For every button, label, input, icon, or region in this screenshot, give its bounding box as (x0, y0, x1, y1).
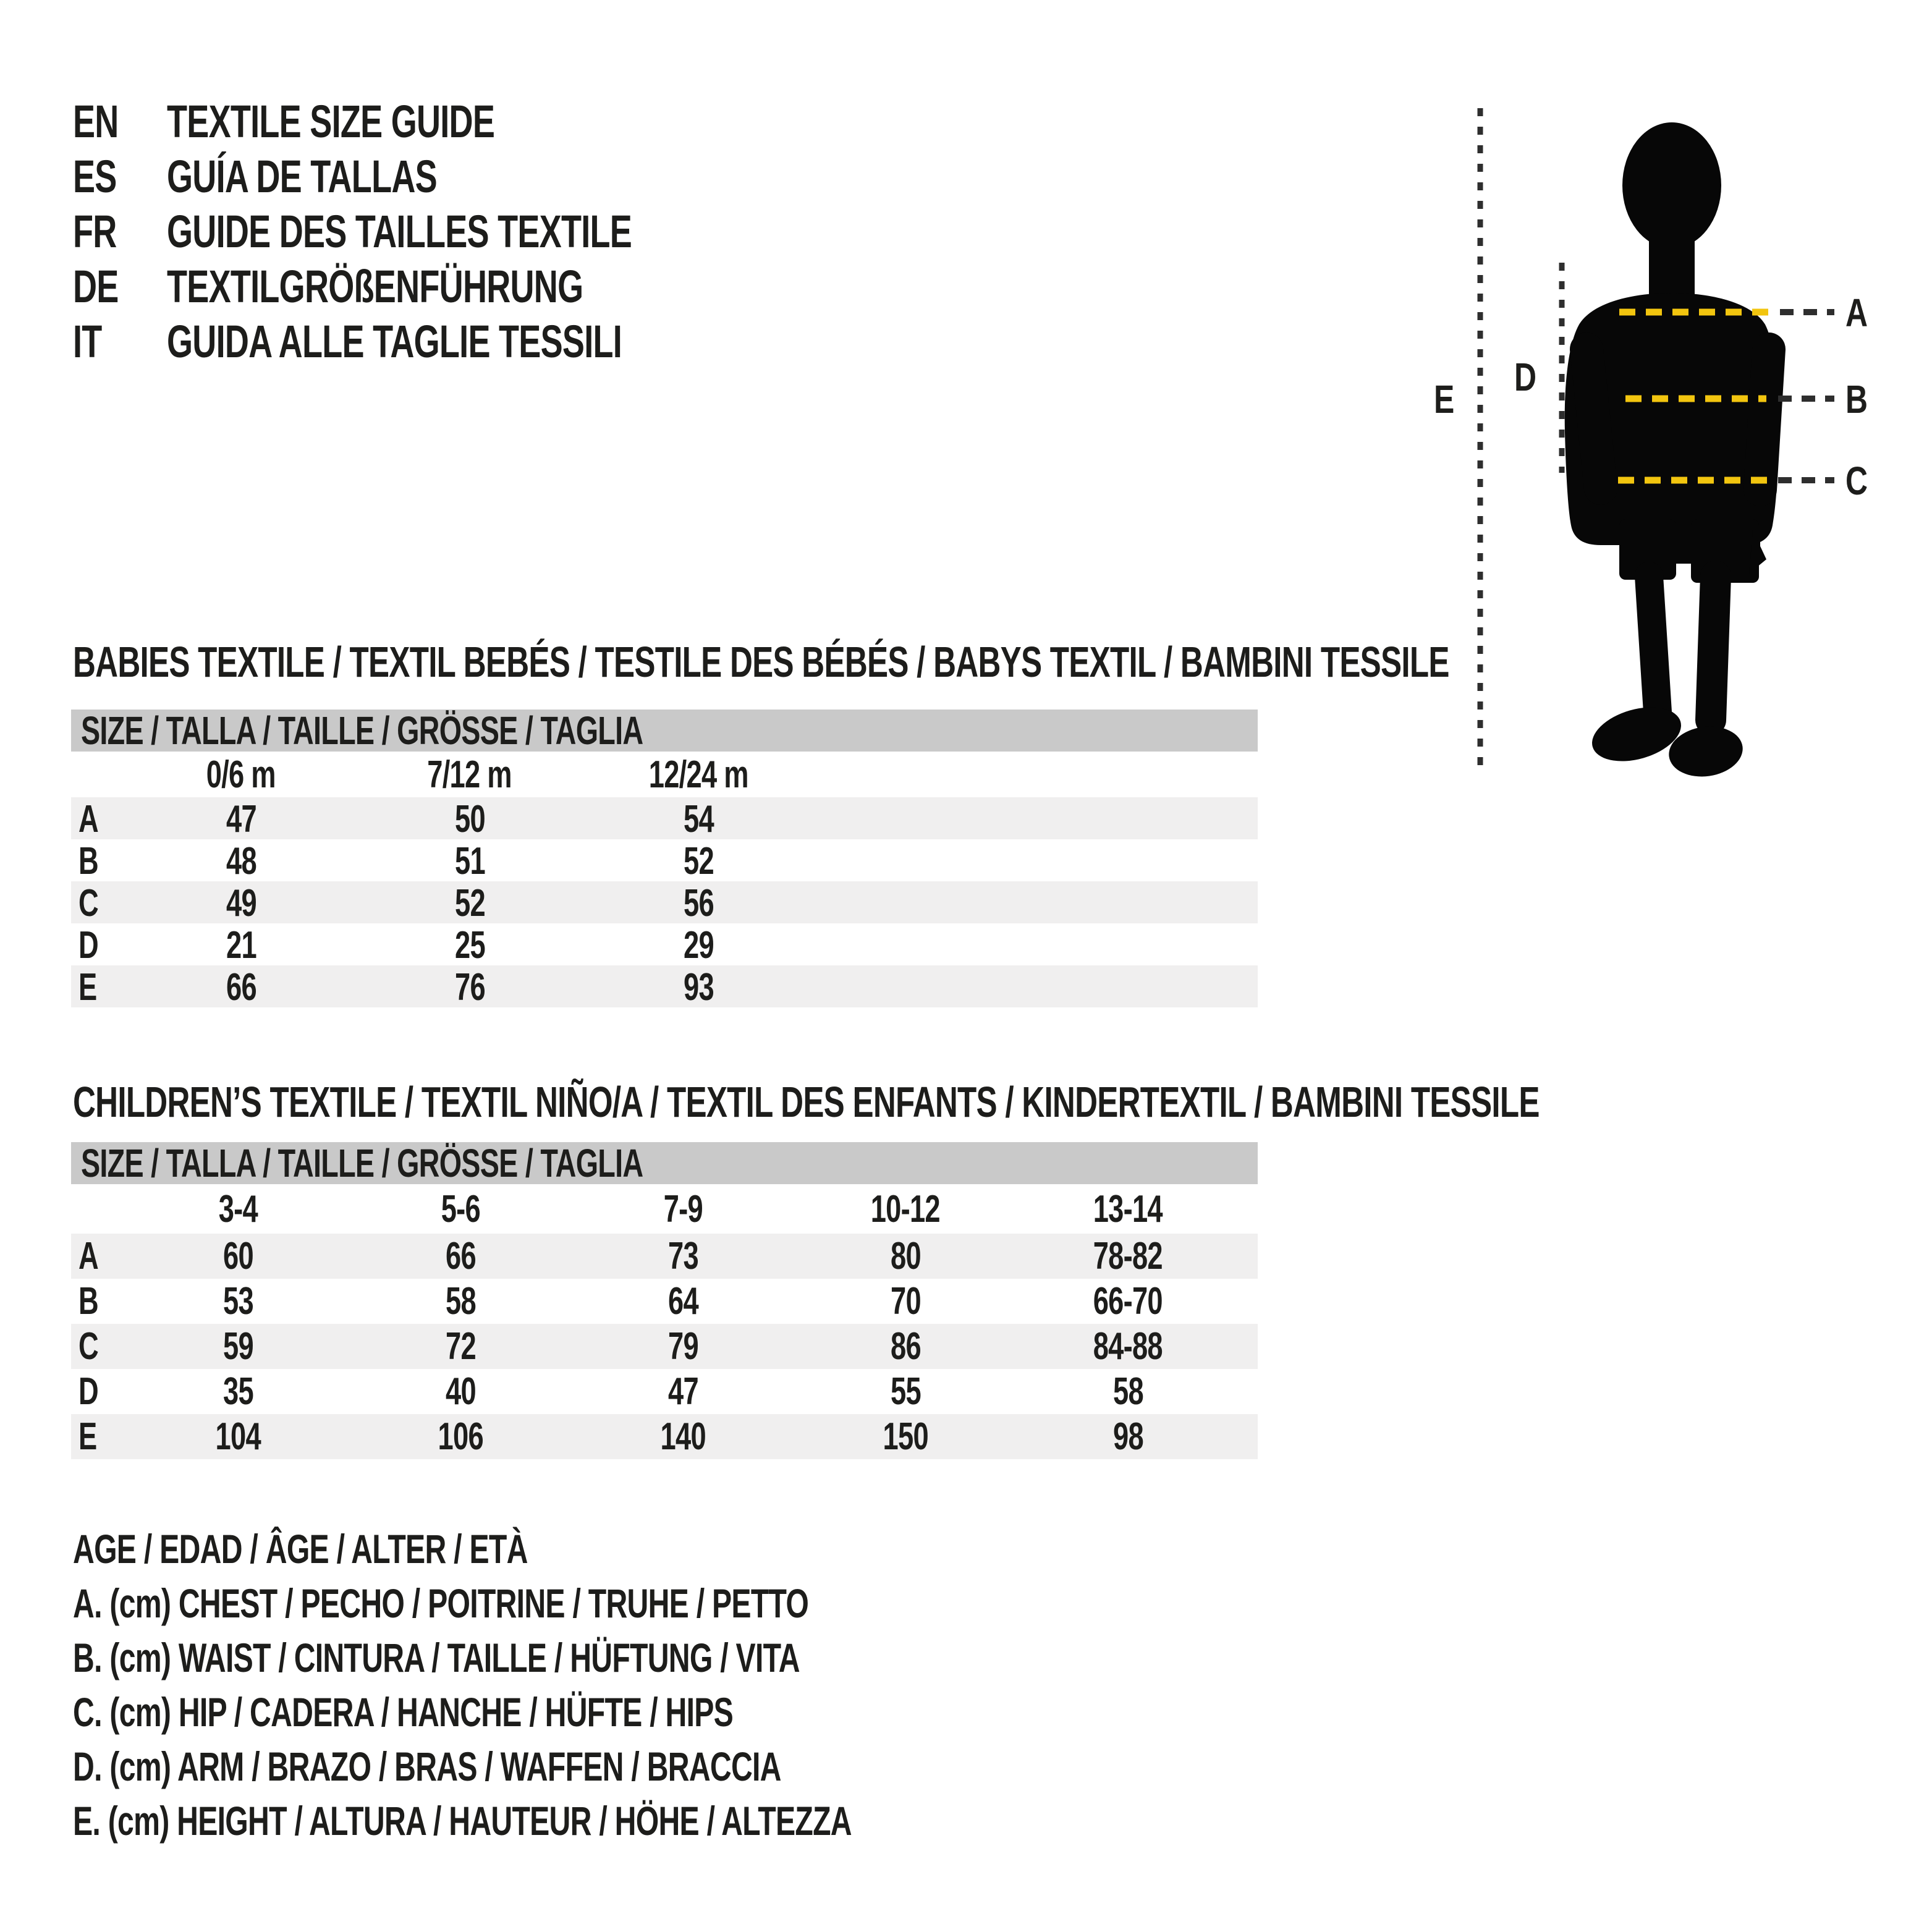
table-row: E 104 106 140 150 98 (71, 1414, 1258, 1459)
children-col-13-14: 13-14 (1093, 1187, 1163, 1231)
children-col-7-9: 7-9 (663, 1187, 703, 1231)
table-row: C 59 72 79 86 84-88 (71, 1324, 1258, 1369)
lang-title-fr: GUIDE DES TAILLES TEXTILE (167, 206, 632, 257)
lang-code-en: EN (73, 96, 119, 147)
lang-code-fr: FR (73, 206, 117, 257)
table-row: E 66 76 93 (71, 965, 1258, 1007)
children-size-table (71, 1142, 1258, 1459)
table-row: C 49 52 56 (71, 881, 1258, 923)
lang-row-it (73, 314, 803, 369)
babies-size-table (71, 710, 1258, 1007)
language-title-list (73, 94, 803, 369)
lang-title-it: GUIDA ALLE TAGLIE TESSILI (167, 316, 622, 367)
figure-label-b: B (1845, 378, 1868, 422)
children-size-header-band: SIZE / TALLA / TAILLE / GRÖSSE / TAGLIA (71, 1142, 1258, 1184)
table-row: B 48 51 52 (78, 840, 714, 883)
legend-arm: D. (cm) ARM / BRAZO / BRAS / WAFFEN / BRACCIA (73, 1743, 781, 1789)
legend-chest: A. (cm) CHEST / PECHO / POITRINE / TRUHE / PETTO (73, 1580, 809, 1626)
lang-row-de (73, 259, 803, 314)
legend-height: E. (cm) HEIGHT / ALTURA / HAUTEUR / HÖHE / ALTEZZA (73, 1798, 852, 1844)
table-row: D 21 25 29 (78, 924, 714, 967)
figure-label-a: A (1845, 291, 1868, 336)
figure-label-e: E (1434, 378, 1455, 422)
children-column-header-row (71, 1184, 1258, 1234)
lang-title-es: GUÍA DE TALLAS (167, 151, 437, 202)
lang-title-de: TEXTILGRÖßENFÜHRUNG (167, 261, 583, 312)
babies-col-0-6m: 0/6 m (206, 753, 276, 796)
lang-row-es (73, 149, 803, 204)
lang-row-en (73, 94, 803, 149)
children-section-title: CHILDREN’S TEXTILE / TEXTIL NIÑO/A / TEXTIL DES ENFANTS / KINDERTEXTIL / BAMBINI TESSILE (73, 1078, 1540, 1126)
table-row: D 35 40 47 55 58 (78, 1370, 1143, 1413)
legend-age: AGE / EDAD / ÂGE / ALTER / ETÀ (73, 1526, 528, 1572)
legend-waist: B. (cm) WAIST / CINTURA / TAILLE / HÜFTUNG / VITA (73, 1635, 800, 1680)
lang-title-en: TEXTILE SIZE GUIDE (167, 96, 495, 147)
babies-column-header-row (71, 752, 1258, 797)
measurement-legend (73, 1522, 1140, 1848)
babies-section-title: BABIES TEXTILE / TEXTIL BEBÉS / TESTILE DES BÉBÉS / BABYS TEXTIL / BAMBINI TESSILE (73, 638, 1449, 686)
babies-col-12-24m: 12/24 m (648, 753, 748, 796)
table-row: B 53 58 64 70 66-70 (78, 1280, 1163, 1323)
table-row: A 47 50 54 (71, 797, 1258, 839)
lang-code-it: IT (73, 316, 102, 367)
figure-label-c: C (1845, 459, 1868, 504)
table-row: A 60 66 73 80 78-82 (71, 1234, 1258, 1279)
children-col-3-4: 3-4 (218, 1187, 258, 1231)
babies-col-7-12m: 7/12 m (427, 753, 512, 796)
babies-size-header-band: SIZE / TALLA / TAILLE / GRÖSSE / TAGLIA (71, 710, 1258, 752)
figure-label-d: D (1514, 355, 1537, 400)
children-col-10-12: 10-12 (870, 1187, 941, 1231)
lang-code-es: ES (73, 151, 117, 202)
children-col-5-6: 5-6 (441, 1187, 480, 1231)
lang-row-fr (73, 204, 803, 259)
legend-hip: C. (cm) HIP / CADERA / HANCHE / HÜFTE / HIPS (73, 1689, 734, 1735)
lang-code-de: DE (73, 261, 119, 312)
